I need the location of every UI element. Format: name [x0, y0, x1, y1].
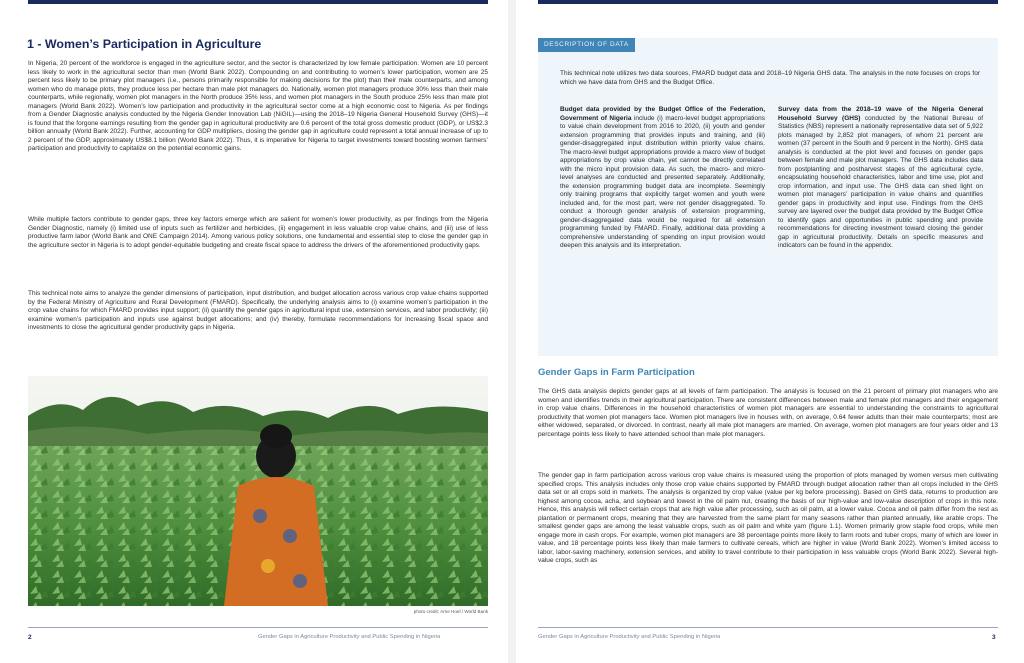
- box-intro: This technical note utilizes two data sources, FMARD budget data and 2018–19 Nigeria GHS data. The analysis in the note focuses on crops for which we have data from GHS and the Budget Office.: [560, 70, 980, 86]
- right-page: [516, 0, 1024, 663]
- running-footer: Gender Gaps in Agriculture Productivity and Public Spending in Nigeria: [258, 634, 441, 640]
- footer-rule: [28, 627, 488, 628]
- subsection-heading: Gender Gaps in Farm Participation: [538, 367, 695, 378]
- left-page: [0, 0, 508, 663]
- page-gutter: [508, 0, 516, 663]
- farm-photo: [28, 376, 488, 606]
- top-rule: [28, 0, 488, 4]
- photo-credit: photo credit: Arne Hoel / World Bank: [413, 609, 488, 614]
- body-paragraph: In Nigeria, 20 percent of the workforce is engaged in the agriculture sector, and the sector is characterized by low female participation. Women are 10 percent less likely to work in the agricultural sector than men (World Bank 2022). Compounding on and contributing to women’s lower participation, women are 25 percent less likely to be primary plot managers (i.e., persons primarily responsible for making decisions for the plot) than their male counterparts, and among women who do manage plots, they produce less per hectare than male plot managers do. Nationally, women plot managers produce 30% less than their male counterparts, while regionally, women plot managers in the North produce 35% less, and women plot managers in the South produce 25% less than male plot managers (World Bank 2022). Women’s low participation and productivity in the agricultural sector come at a high economic cost to Nigeria. As per findings from a Gender Diagnostic analysis conducted by the Nigeria Gender Innovation Lab (NiGIL)—using the 2018–19 Nigeria General Household Survey (GHS)—it is found that the forgone earnings resulting from the gender gap in agricultural productivity are 0.6 percent of the total gross domestic product (GDP), or US$2.3 billion annually (World Bank 2022). Further, accounting for GDP multipliers, closing the gender gap in agriculture could represent a total annual increase of up to 2 percent of the GDP, approximately US$8.1 billion (World Bank 2022). Thus, it is imperative for Nigeria to target investments toward boosting women farmers’ participation and productivity to capitalize on the potential economic gains.: [28, 60, 488, 152]
- body-paragraph: The GHS data analysis depicts gender gaps at all levels of farm participation. The analysis is focused on the 21 percent of primary plot managers who are women and identifies trends in their agricultural participation. There are consistent differences between male and female plot managers and their engagement in crop value chains. Differences in the household characteristics of women plot managers are essential to understanding the constraints to agricultural productivity that women plot managers face. Women plot managers live in houses with, on average, 0.64 fewer adults than their male counterparts; most are either widowed, separated, or divorced. In contrast, nearly all male plot managers are married. On average, women plot managers are four years older and 13 percentage points less likely to have attended school than male plot managers.: [538, 388, 998, 438]
- column-body: conducted by the National Bureau of Statistics (NBS) represent a nationally representative data set of 5,922 plots managed by 2,852 plot managers, of whom 21 percent are women (37 percent in the South and 9 percent in the North). GHS data analysis is conducted at the plot level and focuses on gender gaps between female and male plot managers. The GHS data includes data from postplanting and postharvest stages of the agricultural cycle, encapsulating household characteristics, labor and time use, plot and crop information, and input use. The GHS data can shed light on women plot managers’ participation in value chains and quantifies gender gaps in productivity and input use. Findings from the GHS survey are layered over the budget data provided by the Budget Office to identify gaps and opportunities in public spending and provide recommendations for directing investment toward closing the gender gap in agricultural productivity. Details on specific measures and indicators can be found in the appendix.: [778, 114, 983, 249]
- footer-rule: [538, 627, 998, 628]
- column-lead: Budget data provided by the Budget Office of the Federation, Government of Nigeria: [560, 106, 765, 122]
- page-number: 2: [28, 634, 32, 641]
- top-rule: [538, 0, 998, 4]
- box-label: DESCRIPTION OF DATA: [538, 38, 635, 52]
- section-heading: 1 - Women’s Participation in Agriculture: [27, 37, 262, 51]
- running-footer: Gender Gaps in Agriculture Productivity and Public Spending in Nigeria: [538, 634, 721, 640]
- farm-photo-illustration: [28, 376, 488, 606]
- box-column-survey: [778, 106, 983, 251]
- page-number: 3: [992, 634, 996, 641]
- column-body: include (i) macro-level budget appropriations to value chain development from 2016 to 2020, (ii) youth and gender extension programming that provides inputs and training, and (iii) gender-disaggregated input distribution within priority value chains. The macro-level budget appropriations provide a macro view of budget appropriations by crop value chain, yet cannot be directly correlated with the micro input provision data. As such, the macro- and micro-level analyses are conducted and presented separately. Additionally, the extension programming budget data are incomplete. Seemingly only training programs that explicitly target women and youth were included and, for the most part, were not gender disaggregated. To conduct a thorough gender analysis of extension programming, gender-disaggregated data would be required for all extension programming funded by FMARD. Finally, additional data providing a comprehensive understanding of spending on input provision would deepen this analysis and its interpretation.: [560, 114, 765, 249]
- column-lead: Survey data from the 2018–19 wave of the Nigeria General Household Survey (GHS): [778, 106, 983, 122]
- box-column-budget: [560, 106, 765, 251]
- body-paragraph: This technical note aims to analyze the gender dimensions of participation, input distribution, and budget allocation across various crop value chains supported by the Federal Ministry of Agriculture and Rural Development (FMARD). Specifically, the underlying analysis aims to (i) examine women’s participation in the crop value chains for which FMARD provides input support; (ii) quantify the gender gaps in agricultural input use, extension services, and labor productivity; (iii) examine women’s participation and inputs use against budget allocations; and (iv) thereby, formulate recommendations for increasing fiscal space and investments to close the agricultural gender productivity gaps in Nigeria.: [28, 290, 488, 331]
- body-paragraph: While multiple factors contribute to gender gaps, three key factors emerge which are salient for women’s lower productivity, as per findings from the Nigeria Gender Diagnostic, namely (i) limited use of inputs such as fertilizer and herbicides, (ii) engagement in less valuable crop value chains, and (iii) use of less productive farm labor (World Bank and ONE Campaign 2014). Among various policy solutions, one fundamental and essential step to close the gender gap in the agriculture sector in Nigeria is to adopt gender-equitable budgeting and create fiscal space to address the drivers of the aforementioned productivity gaps.: [28, 216, 488, 249]
- body-paragraph: The gender gap in farm participation across various crop value chains is measured using the proportion of plots managed by women versus men cultivating specified crops. This analysis includes only those crop value chains supported by FMARD through budget allocation rather than all crops included in the GHS data set or all crops sold in markets. The analysis is organized by crop value (value per kg before processing). Based on GHS data, returns to production are highest among cocoa, acha, and soybean and lowest in the oil palm nut, creating the basis of our high-value and low-value description of crops in this note. Hence, this analysis will reflect certain crops that are high value after processing, such as oil palm, at a lower value. Cocoa and oil palm differ from the rest as plantation or permanent crops, meaning that they are harvested from the same plant for many seasons rather than planted annually, like arable crops. The smallest gender gaps are among the least valuable crops, such as oil palm and white yam (figure 1.1). Women primarily grow staple food crops, while men engage more in cash crops. For example, women plot managers are 38 percentage points more likely to farm roots and tuber crops, many of which are lower in value, and 18 percentage points less likely than male farmers to cultivate cereals, which are higher in value (World Bank 2022). Women’s limited access to labor, labor-saving machinery, extension services, and ability to travel contribute to their participation in less valuable crops (World Bank 2022). Several high-value crops, such as: [538, 472, 998, 564]
